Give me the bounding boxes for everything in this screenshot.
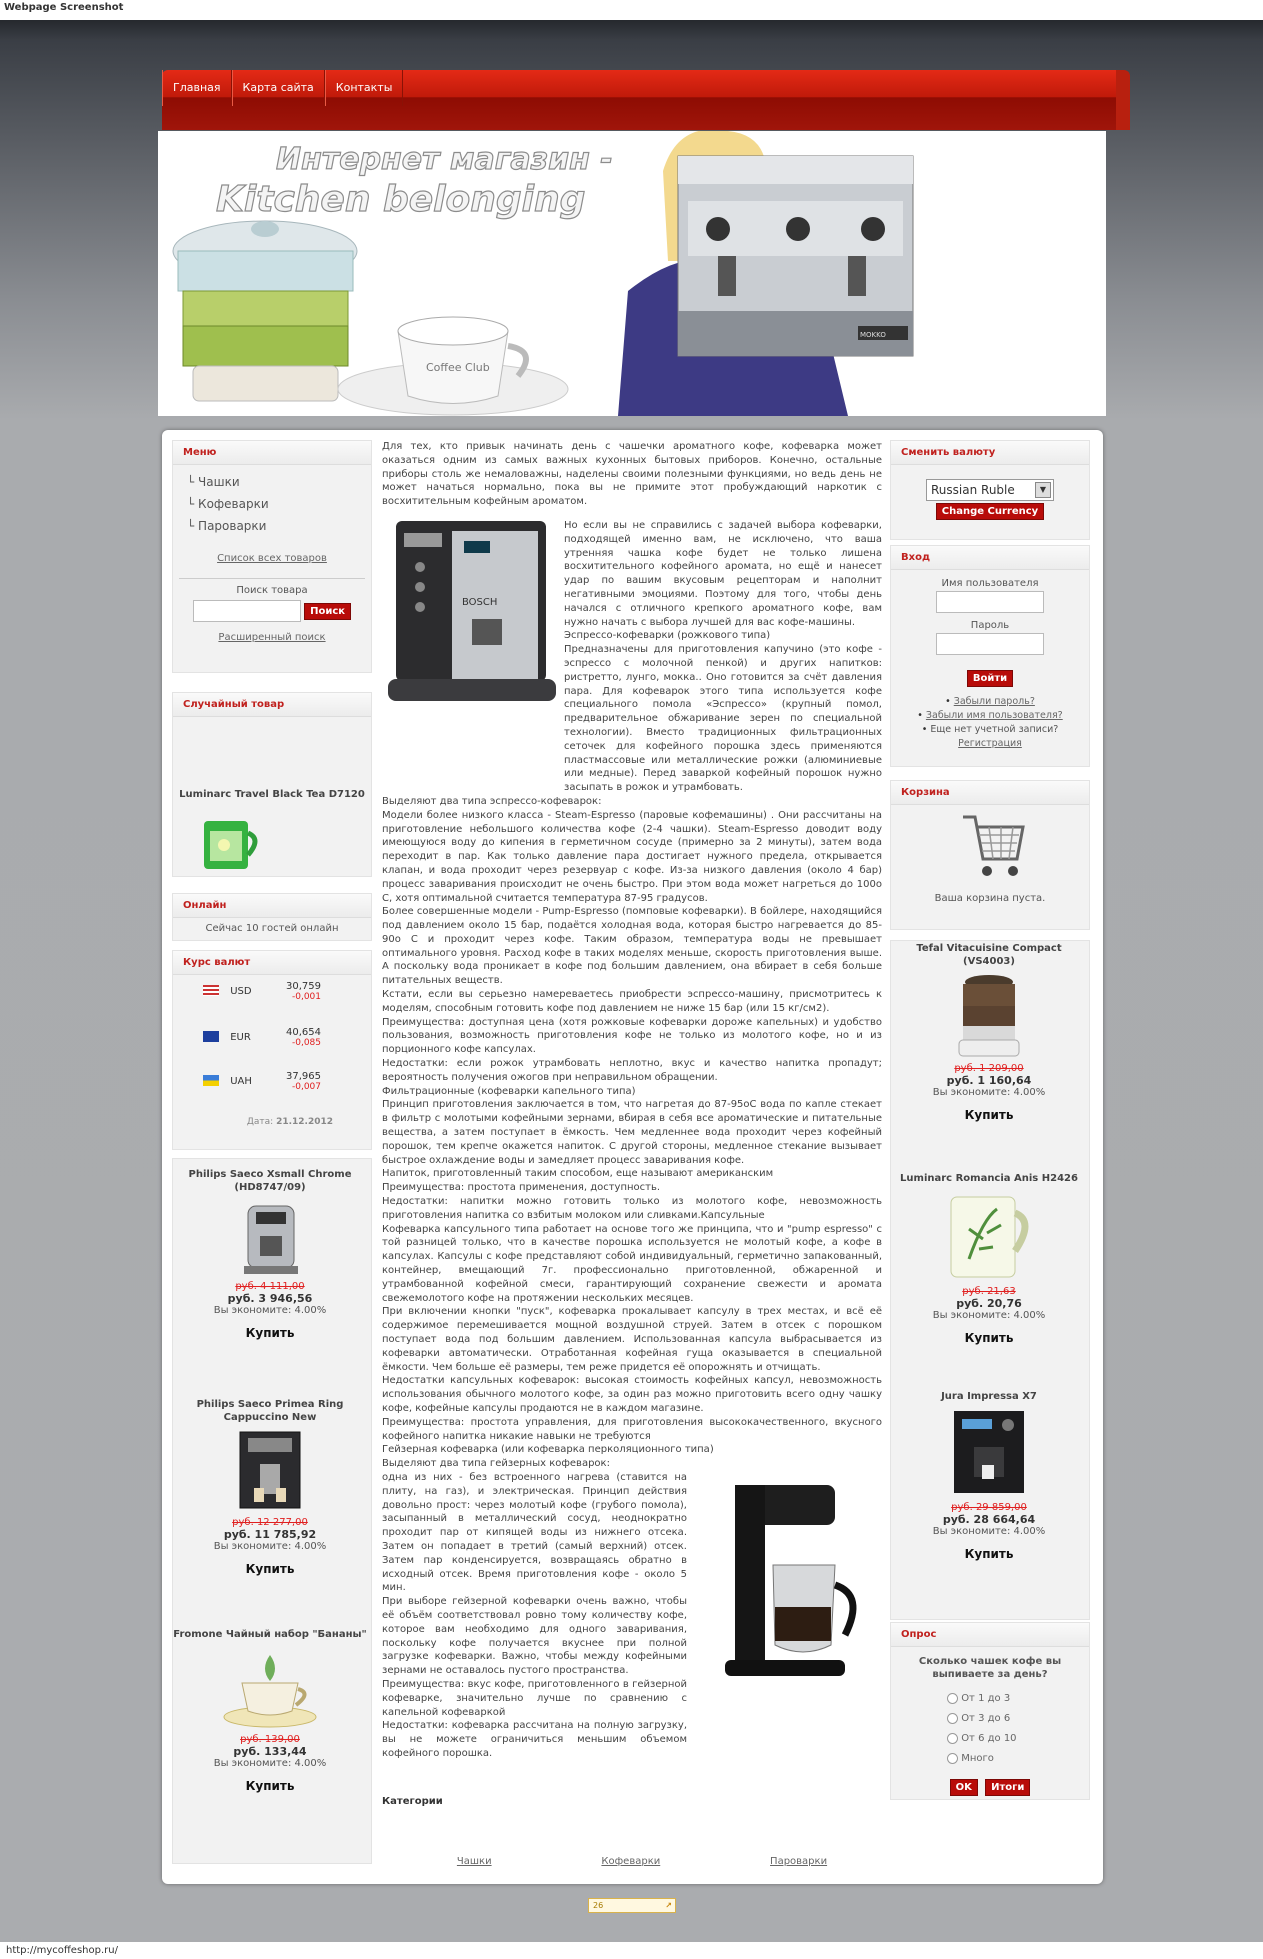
nav-contacts[interactable]: Контакты xyxy=(325,70,404,106)
username-input[interactable] xyxy=(936,591,1044,613)
online-box xyxy=(172,893,372,941)
savings: Вы экономите: 4.00% xyxy=(213,1541,327,1552)
random-product-box xyxy=(172,692,372,877)
top-navigation xyxy=(162,70,1128,130)
mug-product-image[interactable] xyxy=(939,1189,1039,1283)
banner-line1: Интернет магазин - xyxy=(276,142,613,177)
random-title: Случайный товар xyxy=(173,693,371,717)
search-label: Поиск товара xyxy=(236,585,308,596)
old-price: руб. 29 859,00 xyxy=(951,1502,1027,1513)
article-wrap-1: Но если вы не справились с задачей выбора кофеварки, подходящей именно вам, не исключено, что ваша утренняя чашка кофе будет не только лишена восхитительного кофейного аромата, но ещё и нанесет удар по вашим вкусовым рецепторам и наполнит негативными эмоциями. Поэтому для того, чтобы день начался с отличного крепкого ароматного кофе, вам нужно начать с выбора лучшей для вас кофе-машины. xyxy=(564,519,882,628)
forgot-username-link[interactable]: Забыли имя пользователя? xyxy=(925,710,1063,721)
coffee-machine-image[interactable] xyxy=(230,1198,310,1278)
savings: Вы экономите: 4.00% xyxy=(932,1087,1046,1098)
savings: Вы экономите: 4.00% xyxy=(213,1305,327,1316)
cart-title: Корзина xyxy=(891,781,1089,805)
buy-button[interactable]: Купить xyxy=(964,1331,1014,1345)
product-name[interactable]: Luminarc Romancia Anis H2426 xyxy=(900,1173,1078,1184)
search-button[interactable]: Поиск xyxy=(304,603,351,620)
menu-item-coffee-makers[interactable]: └ Кофеварки xyxy=(187,497,269,511)
coffee-cup-image xyxy=(338,317,568,415)
savings: Вы экономите: 4.00% xyxy=(213,1758,327,1769)
menu-box xyxy=(172,440,372,673)
rate-row-usd: USD xyxy=(203,985,252,997)
savings: Вы экономите: 4.00% xyxy=(932,1310,1046,1321)
forgot-password-link[interactable]: Забыли пароль? xyxy=(953,696,1035,707)
old-price: руб. 139,00 xyxy=(240,1734,300,1745)
categories-title: Категории xyxy=(382,1795,443,1807)
jura-machine-image[interactable] xyxy=(944,1407,1034,1499)
new-price: руб. 133,44 xyxy=(233,1745,307,1758)
new-price: руб. 3 946,56 xyxy=(227,1292,313,1305)
savings: Вы экономите: 4.00% xyxy=(932,1526,1046,1537)
rate-value-usd: 30,759 -0,001 xyxy=(286,981,321,1002)
rate-row-uah: UAH xyxy=(203,1075,252,1087)
cup-product-image[interactable] xyxy=(198,815,268,873)
product-name[interactable]: Philips Saeco Primea Ring Cappuccino New xyxy=(196,1399,344,1423)
radio-icon xyxy=(947,1753,958,1764)
new-price: руб. 28 664,64 xyxy=(942,1513,1036,1526)
username-label: Имя пользователя xyxy=(941,578,1039,589)
product-name[interactable]: Fromone Чайный набор "Бананы" xyxy=(173,1629,367,1640)
all-products-link[interactable]: Список всех товаров xyxy=(217,553,327,564)
online-text: Сейчас 10 гостей онлайн xyxy=(205,923,339,934)
buy-button[interactable]: Купить xyxy=(964,1108,1014,1122)
cart-box xyxy=(890,780,1090,930)
poll-title: Опрос xyxy=(891,1623,1089,1647)
chevron-down-icon: ▼ xyxy=(1035,482,1051,498)
machine-brand: MOKKO xyxy=(860,331,886,339)
password-label: Пароль xyxy=(970,620,1010,631)
header-banner xyxy=(158,131,1106,416)
product-name[interactable]: Tefal Vitacuisine Compact (VS4003) xyxy=(916,943,1062,967)
radio-icon xyxy=(947,1733,958,1744)
menu-item-cups[interactable]: └ Чашки xyxy=(187,475,240,489)
new-price: руб. 11 785,92 xyxy=(223,1528,317,1541)
old-price: руб. 4 111,00 xyxy=(235,1281,305,1292)
ua-flag-icon xyxy=(203,1075,219,1086)
old-price: руб. 21,63 xyxy=(962,1286,1016,1297)
search-input[interactable] xyxy=(193,600,301,622)
counter-badge[interactable]: 26 ↗ xyxy=(588,1898,676,1913)
poll-results-button[interactable]: Итоги xyxy=(985,1779,1030,1796)
rates-date: Дата: 21.12.2012 xyxy=(246,1117,333,1127)
bosch-logo-text: BOSCH xyxy=(462,596,498,608)
login-button[interactable]: Войти xyxy=(967,670,1013,687)
category-cups-link[interactable]: Чашки xyxy=(456,1855,492,1867)
menu-title: Меню xyxy=(173,441,371,465)
eu-flag-icon xyxy=(203,1031,219,1042)
old-price: руб. 12 277,00 xyxy=(232,1517,308,1528)
left-product-2 xyxy=(170,1398,370,1576)
rates-title: Курс валют xyxy=(173,951,371,975)
password-input[interactable] xyxy=(936,633,1044,655)
currency-select[interactable]: Russian Ruble ▼ xyxy=(926,479,1054,501)
right-product-2 xyxy=(889,1172,1089,1345)
menu-item-steamers[interactable]: └ Пароварки xyxy=(187,519,267,533)
left-product-1 xyxy=(170,1168,370,1340)
bosch-coffee-machine-image xyxy=(382,519,558,709)
rate-row-eur: EUR xyxy=(203,1031,251,1043)
poll-option-4[interactable]: Много xyxy=(947,1749,1089,1769)
right-product-1 xyxy=(889,942,1089,1122)
buy-button[interactable]: Купить xyxy=(245,1562,295,1576)
poll-option-2[interactable]: От 3 до 6 xyxy=(947,1709,1089,1729)
register-link[interactable]: Регистрация xyxy=(958,738,1022,749)
steamer-image xyxy=(173,221,357,401)
login-box: Вход Имя пользователя Пароль Войти • Забыли пароль? • Забыли имя пользователя? • Еще нет учетной записи? Регистрация xyxy=(890,545,1090,767)
radio-icon xyxy=(947,1693,958,1704)
status-url: http://mycoffeshop.ru/ xyxy=(6,1945,118,1956)
nav-home[interactable]: Главная xyxy=(162,70,232,106)
poll-ok-button[interactable]: OK xyxy=(950,1779,978,1796)
espresso-machine-image xyxy=(678,156,913,356)
currency-title: Сменить валюту xyxy=(891,441,1089,465)
advanced-search-link[interactable]: Расширенный поиск xyxy=(218,632,326,643)
right-product-3 xyxy=(889,1390,1089,1561)
radio-icon xyxy=(947,1713,958,1724)
poll-question: Сколько чашек кофе вы выпиваете за день? xyxy=(918,1656,1062,1680)
steamer-product-image[interactable] xyxy=(949,972,1029,1060)
category-steamers-link[interactable]: Пароварки xyxy=(770,1855,828,1867)
article-geyser: одна из них - без встроенного нагрева (ставится на плиту, на газ), и электрическая. Принцип действия довольно прост: через молотый кофе (грубого помола), засыпанный в металлический сосуд, неоднократно проходит пар от кипящей воды из нижнего отсека. Затем он попадает в третий (самый верхний) отсек. Затем пар конденсируется, возвращаясь обратно в исходный отсек. Время приготовления кофе - около 5 мин. При выборе гейзерной кофеварки очень важно, чтобы её объём соответствовал ровно тому количеству кофе, которое вам необходимо для одного заваривания, поскольку кофе получается вкуснее при полной загрузке кофеварки. Важно, чтобы между кофейными зернами не оставалось пустого пространства. Преимущества: вкус кофе, приготовленного в гейзерной кофеварке, значительно лучше по сравнению с капельной кофеваркой Недостатки: кофеварка рассчитана на полную загрузку, вы не можете ограничиться меньшим объемом кофейного порошка. xyxy=(382,1471,687,1759)
login-title: Вход xyxy=(891,546,1089,570)
poll-box xyxy=(890,1622,1090,1800)
poll-option-1[interactable]: От 1 до 3 xyxy=(947,1689,1089,1709)
change-currency-button[interactable]: Change Currency xyxy=(936,503,1044,520)
status-bar xyxy=(0,1942,1263,1959)
banner-line2: Kitchen belonging xyxy=(216,179,586,220)
article-wrap-2: Эспрессо-кофеварки (рожкового типа) xyxy=(564,630,771,642)
us-flag-icon xyxy=(203,985,219,996)
buy-button[interactable]: Купить xyxy=(245,1779,295,1793)
old-price: руб. 1 209,00 xyxy=(954,1063,1024,1074)
product-name[interactable]: Jura Impressa X7 xyxy=(941,1391,1037,1402)
poll-option-3[interactable]: От 6 до 10 xyxy=(947,1729,1089,1749)
category-coffee-makers-link[interactable]: Кофеварки xyxy=(601,1855,661,1867)
currency-box xyxy=(890,440,1090,540)
buy-button[interactable]: Купить xyxy=(964,1547,1014,1561)
no-account-text: Еще нет учетной записи? xyxy=(930,724,1059,735)
buy-button[interactable]: Купить xyxy=(245,1326,295,1340)
rate-value-eur: 40,654 -0,085 xyxy=(286,1027,321,1048)
screenshot-title: Webpage Screenshot xyxy=(4,2,124,13)
article-body: Выделяют два типа эспрессо-кофеварок: Модели более низкого класса - Steam-Espresso (паровые кофемашины) . Они рассчитаны на приготовление небольшого количества кофе (2-4 чашки). Steam-Espresso доводит воду имеющуюся воду до кипения в герметичном сосуде (примерно за 2 минуты), затем вода переходит в пар. Как только давление пара достигает нужного предела, открывается клапан, и вода проходит через резервуар с кофе. Из-за низкого давления (около 4 бар) процесс заваривания происходит не очень быстро. При этом вода может нагреться до 100о С, хотя оптимальной считается температура 87-95 градусов. Более совершенные модели - Pump-Espresso (помповые кофеварки). В бойлере, находящийся под давлением около 15 бар, подаётся холодная вода, которая быстро нагревается до 85-90о С и проходит через кофе. Таким образом, температура воды не превышает оптимального уровня. Расход кофе в таких моделях меньше, скорость приготовления выше. А поскольку вода проникает в кофе под большим давлением, она вбирает в себя больше питательных веществ. Кстати, если вы серьезно намереваетесь приобрести эспрессо-машину, присмотритесь к моделям, способным готовить кофе под давлением не ниже 15 бар (или 15 кг/см2). Преимущества: доступная цена (хотя рожковые кофеварки дороже капельных) и удобство пользования, возможность приготовления кофе не только из молотого кофе, но и из порционного кофе капсулах. Недостатки: если рожок утрамбовать неплотно, вкус и качество напитка пропадут; вероятность получения ожогов при неправильном обращении. Фильтрационные (кофеварки капельного типа) Принцип приготовления заключается в том, что нагретая до 87-95оС вода по капле стекает в фильтр с молотыми кофейными зернами, вбирая в себя все ароматические и питательные вещества, а затем поступает в ёмкость. Чем медленнее вода проходит через кофейный порошок, тем крепче окажется напиток. С другой стороны, медленное стекание вызывает быстрое охлаждение воды и замедляет процесс заваривания кофе. Напиток, приготовленный таким способом, еще называют американским Преимущества: простота применения, доступность. Недостатки: напитки можно готовить только из молотого кофе, невозможность приготовления напитка со взбитым молоком или сливками.Капсульные Кофеварка капсульного типа работает на основе того же принципа, что и "pump espresso" с той разницей только, что в качестве порошка используется не молотый кофе, а кофе в капсулах. Капсулы с кофе представляют собой индивидуальный, герметично запакованный, контейнер, вмещающий 7г. профессионально приготовленной, обжаренной и утрамбованной кофейной смеси, гарантирующий сохранение свежести и аромата свежемолотого кофе на протяжении нескольких месяцев. При включении кнопки "пуск", кофеварка прокалывает капсулу в трех местах, и всё её содержимое перемешивается мощной воздушной струей. Затем в отсек с порошком поступает вода под большим давлением. Использованная капсула выбрасывается из кофеварки автоматически. Отработанная кофейная гуща оказывается в специальной ёмкости. Чем больше её размеры, тем реже придется её опорожнять и отчищать. Недостатки капсульных кофеварок: высокая стоимость кофейных капсул, невозможность использования обычного молотого кофе, за один раз можно приготовить всего одну чашку кофе, кофейные капсулы продаются не в каждом магазине. Преимущества: простота управления, для приготовления высококачественного, вкусного кофейного напитка никакие навыки не требуются Гейзерная кофеварка (или кофеварка перколяционного типа) Выделяют два типа гейзерных кофеварок: xyxy=(382,795,882,1470)
rates-box xyxy=(172,950,372,1150)
random-product-name[interactable]: Luminarc Travel Black Tea D7120 xyxy=(179,789,365,800)
cart-empty-text: Ваша корзина пуста. xyxy=(934,893,1046,904)
nav-sitemap[interactable]: Карта сайта xyxy=(232,70,325,106)
shopping-cart-icon[interactable] xyxy=(957,809,1027,885)
product-name[interactable]: Philips Saeco Xsmall Chrome (HD8747/09) xyxy=(188,1169,352,1193)
online-title: Онлайн xyxy=(173,894,371,918)
left-product-3 xyxy=(170,1628,370,1793)
coffee-machine-image[interactable] xyxy=(230,1428,310,1514)
article-intro: Для тех, кто привык начинать день с чашечки ароматного кофе, кофеварка может оказаться одним из самых важных кухонных бытовых приборов. Конечно, остальные приборы столь же немаловажны, наделены своими полезными функциями, но ведь день не может начаться нормально, пока вы не примите этот пробуждающий наркотик с восхитительным кофейным ароматом. xyxy=(382,441,882,508)
arrow-icon: ↗ xyxy=(665,1901,672,1910)
article xyxy=(382,440,882,1868)
cup-text: Coffee Club xyxy=(426,361,490,374)
drip-coffee-maker-image xyxy=(695,1475,875,1695)
tea-set-image[interactable] xyxy=(220,1645,320,1731)
rate-value-uah: 37,965 -0,007 xyxy=(286,1071,321,1092)
article-wrap-3: Предназначены для приготовления капучино (это кофе - эспрессо с молочной пенкой) и других напитков: ристретто, лунго, мокка.. Оно готовится за счёт давления пара. Для кофеварок этого типа используется кофе специального помола «Эспрессо» (крупный помол, предварительное обжаривание зерен по специальной технологии). Вместо традиционных фильтрационных сеточек для кофейного порошка здесь применяются пластмассовые или металлические рожки (алюминиевые или медные). Перед заваркой кофейный порошок нужно засыпать в рожок и утрамбовать. xyxy=(564,644,882,794)
new-price: руб. 1 160,64 xyxy=(946,1074,1032,1087)
new-price: руб. 20,76 xyxy=(956,1297,1022,1310)
